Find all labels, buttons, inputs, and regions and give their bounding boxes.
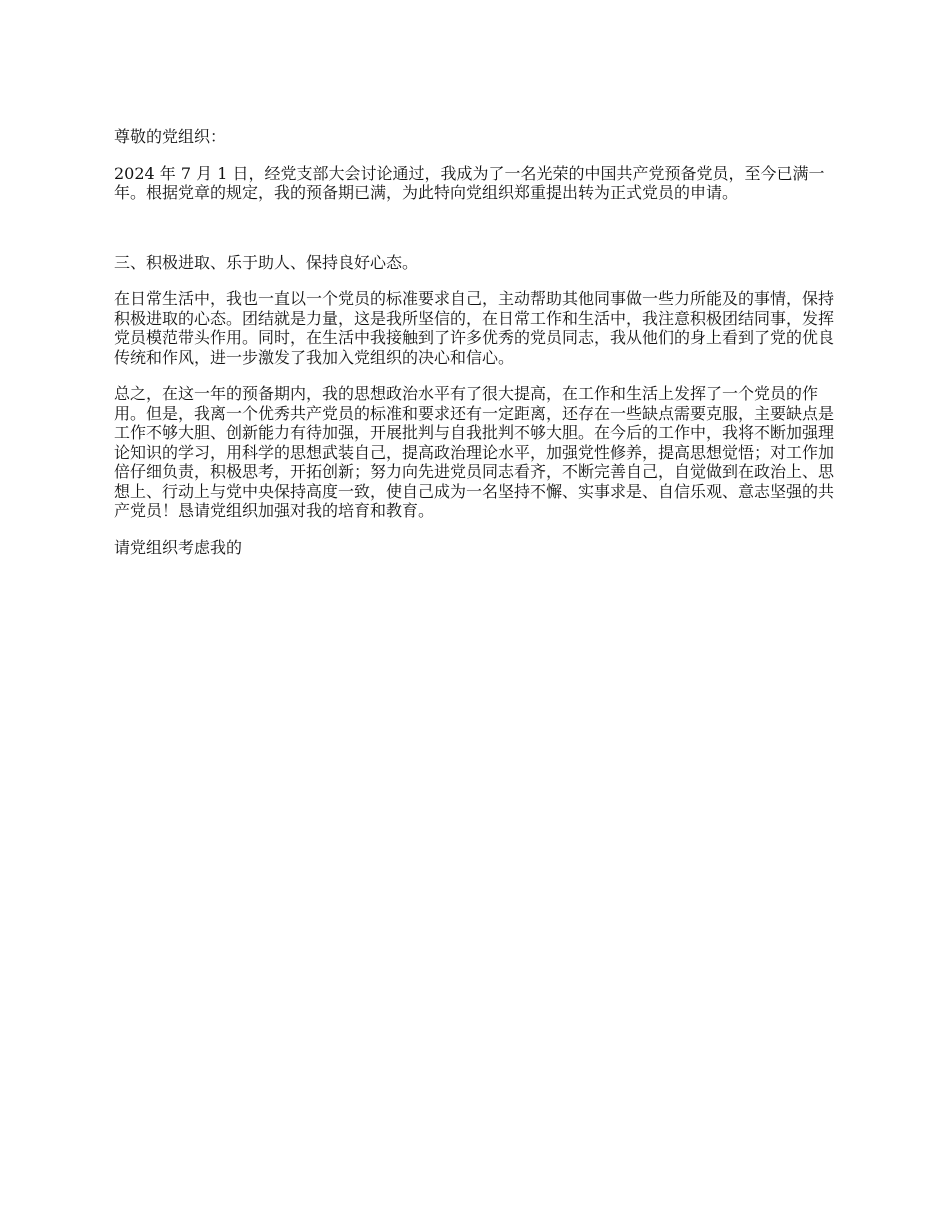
closing-line: 请党组织考虑我的 xyxy=(114,537,243,557)
paragraph-summary: 总之，在这一年的预备期内，我的思想政治水平有了很大提高，在工作和生活上发挥了一个党员的作用。但是，我离一个优秀共产党员的标准和要求还有一定距离，还存在一些缺点需要克服，主要缺点是工作不够大胆、创新能力有待加强，开展批判与自我批判不够大胆。在今后的工作中，我将不断加强理论知识的学习，用科学的思想武装自己，提高政治理论水平，加强党性修养，提高思想觉悟；对工作加倍仔细负责，积极思考，开拓创新；努力向先进党员同志看齐，不断完善自己，自觉做到在政治上、思想上、行动上与党中央保持高度一致，使自己成为一名坚持不懈、实事求是、自信乐观、意志坚强的共产党员！恳请党组织加强对我的培育和教育。 xyxy=(114,384,835,520)
letter-body xyxy=(114,127,849,557)
section-gap xyxy=(114,203,849,253)
paragraph-daily-life: 在日常生活中，我也一直以一个党员的标准要求自己，主动帮助其他同事做一些力所能及的事情，保持积极进取的心态。团结就是力量，这是我所坚信的，在日常工作和生活中，我注意积极团结同事，发挥党员模范带头作用。同时，在生活中我接触到了许多优秀的党员同志，我从他们的身上看到了党的优良传统和作风，进一步激发了我加入党组织的决心和信心。 xyxy=(114,289,835,367)
greeting: 尊敬的党组织： xyxy=(114,127,227,146)
section-heading: 三、积极进取、乐于助人、保持良好心态。 xyxy=(114,252,419,272)
opening-paragraph: 2024 年 7 月 1 日，经党支部大会讨论通过，我成为了一名光荣的中国共产党预备党员，至今已满一年。根据党章的规定，我的预备期已满，为此特向党组织郑重提出转为正式党员的申请。 xyxy=(114,163,825,202)
